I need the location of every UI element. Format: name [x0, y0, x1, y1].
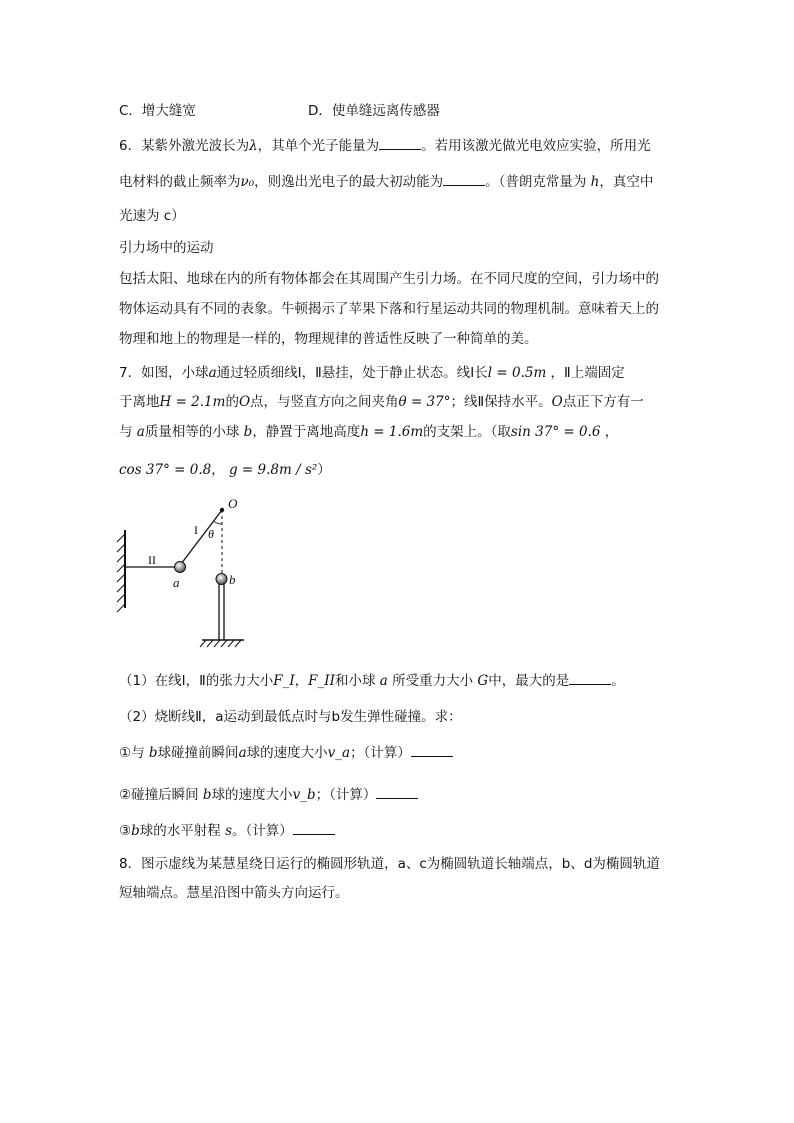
q7-line3: 与 a质量相等的小球 b，静置于离地高度h = 1.6m的支架上。（取sin 37° = 0.6 ， [119, 424, 619, 440]
section-paragraph-1: 包括太阳、地球在内的所有物体都会在其周围产生引力场。在不同尺度的空间，引力场中的 [119, 271, 659, 287]
answer-blank[interactable] [379, 135, 421, 150]
option-c: C．增大缝宽 [119, 103, 196, 119]
answer-blank[interactable] [376, 784, 418, 799]
label-theta: θ [208, 527, 214, 541]
q7-sub2: （2）烧断线Ⅱ，a运动到最低点时与b发生弹性碰撞。求： [119, 709, 462, 725]
label-a: a [173, 575, 180, 590]
q7-line4: cos 37° = 0.8， g = 9.8m / s²） [119, 462, 331, 478]
point-O [220, 508, 224, 512]
option-d: D．使单缝远离传感器 [307, 103, 440, 119]
q7-line1: 7．如图，小球a通过轻质细线Ⅰ，Ⅱ悬挂，处于静止状态。线Ⅰ长l = 0.5m ，Ⅱ上端固定 [119, 365, 625, 381]
q7-line2: 于离地H = 2.1m的O点，与竖直方向之间夹角θ = 37°；线Ⅱ保持水平。O点正下方有一 [119, 394, 644, 410]
answer-blank[interactable] [411, 742, 453, 757]
angle-arc [214, 521, 222, 524]
answer-blank[interactable] [443, 171, 485, 186]
answer-blank[interactable] [569, 670, 611, 685]
ball-b [216, 574, 227, 585]
wall-hatching [117, 534, 125, 612]
label-b: b [229, 572, 236, 587]
label-II: II [148, 553, 156, 567]
pendulum-diagram [112, 490, 272, 655]
q7-sub1: （1）在线Ⅰ，Ⅱ的张力大小F_I，F_II和小球 a 所受重力大小 G中，最大的是 。 [119, 670, 625, 691]
string-I [181, 510, 222, 564]
q6-line1: 6．某紫外激光波长为λ，其单个光子能量为 。若用该激光做光电效应实验，所用光 [119, 135, 651, 156]
section-paragraph-2: 物体运动具有不同的表象。牛顿揭示了苹果下落和行星运动共同的物理机制。意味着天上的 [119, 301, 659, 317]
label-I: I [194, 523, 198, 537]
label-O: O [228, 496, 238, 511]
q8-line1: 8．图示虚线为某慧星绕日运行的椭圆形轨道，a、c为椭圆轨道长轴端点，b、d为椭圆轨道 [119, 856, 660, 872]
section-paragraph-3: 物理和地上的物理是一样的，物理规律的普适性反映了一种简单的美。 [119, 331, 538, 347]
section-title: 引力场中的运动 [119, 240, 214, 256]
q6-line2: 电材料的截止频率为ν₀，则逸出光电子的最大初动能为 。（普朗克常量为 h，真空中 [119, 171, 653, 192]
ground-hatching [200, 640, 241, 647]
q7-calc1: ①与 b球碰撞前瞬间a球的速度大小v_a；（计算） [119, 742, 453, 763]
options-cd [119, 101, 440, 121]
q7-calc3: ③b球的水平射程 s。（计算） [119, 820, 335, 841]
q6-line3: 光速为 c） [119, 208, 185, 224]
q8-line2: 短轴端点。慧星沿图中箭头方向运行。 [119, 885, 349, 901]
ball-a [175, 562, 186, 573]
q7-calc2: ②碰撞后瞬间 b球的速度大小v_b；（计算） [119, 784, 418, 805]
answer-blank[interactable] [293, 820, 335, 835]
